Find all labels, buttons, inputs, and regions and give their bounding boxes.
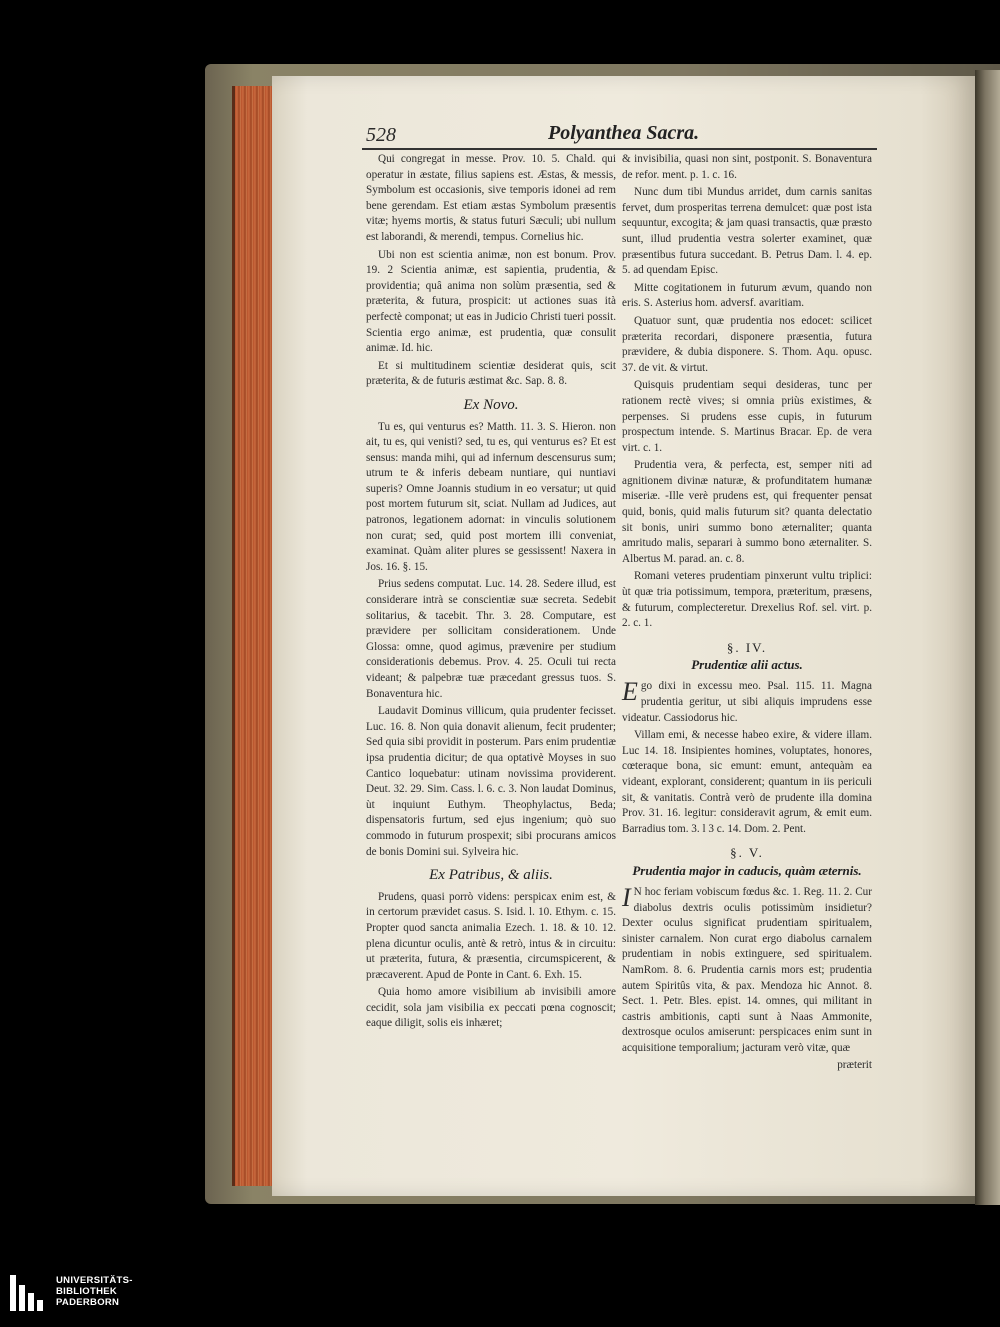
paragraph: Quia homo amore visibilium ab invisibili amore cecidit, sola jam visibilia ex peccati pœna cognoscit; eaque diligit, solis eis inhæret; xyxy=(366,986,616,1030)
paragraph: Tu es, qui venturus es? Matth. 11. 3. S. Hieron. non ait, tu es, qui venisti? sed, tu es, qui venturus es? Et est sensus: manda mihi, qui ad infernum descensurus sum; utrum te & inferis debeam nuntiare, qui nuntiavi superis? Omne Joannis studium in eo versatur; ut quid post mortem futurum sit, sciat. Nullam ad Judices, aut patronos, legationem adornat: in vinculis solutionem non curat; sed, quid post mortem illi conveniat, examinat. Quàm aliter plures se gessissent! Naxera in Jos. 16. §. 15. xyxy=(366,420,616,573)
paragraph: Quisquis prudentiam sequi desideras, tunc per rationem rectè vives; si omnia priùs existimes, & perpenses. Si prudens esse cupis, in futurum prospectum intende. S. Martinus Bracar. Ep. de vera virt. c. 1. xyxy=(622,379,872,454)
right-column xyxy=(622,152,872,1074)
logo-line: UNIVERSITÄTS- xyxy=(56,1275,133,1286)
catchword: præterit xyxy=(837,1059,872,1072)
paragraph: Et si multitudinem scientiæ desiderat quis, scit præterita, & de futuris æstimat &c. Sap. 8. 8. xyxy=(366,359,616,388)
paragraph: & invisibilia, quasi non sint, postponit. S. Bonaventura de refor. ment. p. 1. c. 16. xyxy=(622,153,872,181)
section-heading: Ex Patribus, & aliis. xyxy=(429,867,553,884)
paragraph: Laudavit Dominus villicum, quia prudenter fecisset. Luc. 16. 8. Non quia donavit alienum, fecit prudenter; Sed quia sibi providit in posterum. Pars enim prudentiæ ipsa prudentia dicitur; de qua optativè Moyses in suo Cantico loquebatur: utinam novissima providerent. Deut. 32. 29. Sim. Cass. l. 6. c. 3. Non laudat Dominus, ùt inquiunt Euthym. Theophylactus, Beda; dispensatoris furtum, sed ejus ingenium; quò suo commodo in futurum prospexit; sibi procurans amicos de bonis Domini sui. Sylveira hic. xyxy=(366,705,616,858)
paragraph: Qui congregat in messe. Prov. 10. 5. Chald. qui operatur in æstate, filius sapiens est. Æstas, & messis, Symbolum est occasionis, sive temporis idonei ad rem bene gerendam. Est etiam æstas Symbolum præsentis vitæ; hyems mortis, & status futuri Sæculi; ubi nullum est laborandi, & merendi, tempus. Cornelius hic. xyxy=(366,153,616,243)
section-number: §. IV. xyxy=(726,639,768,655)
paragraph: Quatuor sunt, quæ prudentia nos edocet: scilicet præterita recordari, disponere præsentia, futura prævidere, & dubia disponere. S. Thom. Aqu. opusc. 37. de vit. & virtut. xyxy=(622,314,872,374)
paragraph-with-dropcap xyxy=(622,679,872,726)
logo-line: BIBLIOTHEK xyxy=(56,1286,118,1297)
section-heading: Ex Novo. xyxy=(463,396,519,413)
paragraph: Prudentia vera, & perfecta, est, semper niti ad agnitionem divinæ naturæ, & profunditatem humanæ miseriæ. -Ille verè prudens est, qui frequenter pensat quid, bonis, quid malis futurum sit? quanta delectatio sit bonis, uniri summo bono æternaliter; quanta amritudo malis, separari à summo bono æternaliter. S. Albertus M. parad. an. c. 8. xyxy=(622,459,872,565)
section-title: Prudentiæ alii actus. xyxy=(691,657,803,673)
paragraph: Prius sedens computat. Luc. 14. 28. Sedere illud, est considerare intrà se conscientiæ suæ secreta. Sedebit solitarius, & tacebit. Thr. 3. 28. Computare, est prævidere per sollicitam considerationem. Unde Glossa: omne, quod agimus, prævenire per studium considerationis debemus. Prov. 4. 25. Oculi tui recta videant; & palpebræ tuæ præcedant gressus tuos. S. Bonaventura hic. xyxy=(366,578,616,700)
page-number: 528 xyxy=(366,124,396,146)
running-title: Polyanthea Sacra. xyxy=(548,122,700,144)
paragraph: Villam emi, & necesse habeo exire, & videre illam. Luc 14. 18. Insipientes homines, voluptates, honores, cœteraque bona, sic emunt: emunt, antequàm ea videant, explorant, considerent; quantum in iis periculi sit, & vanitatis. Contrà verò de prudente illa domina Prov. 31. 16. legitur: consideravit agrum, & emit eum. Barradius tom. 3. l 3 c. 14. Dom. 2. Pent. xyxy=(622,729,872,835)
page-edges xyxy=(232,86,275,1186)
section-title: Prudentia major in caducis, quàm æternis. xyxy=(632,862,862,878)
paragraph: Mitte cogitationem in futurum ævum, quando non eris. S. Asterius hom. adversf. avaritiam. xyxy=(622,281,872,310)
paragraph: Nunc dum tibi Mundus arridet, dum carnis sanitas fervet, dum prosperitas terrena demulcet: quæ post ista sequuntur, excogita; & jam quasi transactis, quæ præsto sunt, illud prudentia vestra solerter examinet, quæ præsentibus futura succedant. B. Petrus Dam. l. 4. ep. 5. ad quendam Episc. xyxy=(622,186,872,277)
left-column xyxy=(366,152,616,1034)
paragraph-text: go dixi in excessu meo. Psal. 115. 11. Magna prudentia geritur, ut sibi aliquis imprudens esse videatur. Cassiodorus hic. xyxy=(622,680,872,724)
logo-line: PADERBORN xyxy=(56,1297,120,1308)
library-logo-text xyxy=(56,1275,133,1308)
library-logo-icon xyxy=(10,1275,50,1311)
book-gutter xyxy=(975,70,1000,1205)
drop-cap: E xyxy=(622,677,638,707)
paragraph-with-dropcap xyxy=(622,882,872,1057)
paragraph: Prudens, quasi porrò videns: perspicax enim est, & in certorum prævidet casus. S. Isid. l. 10. Ethym. c. 15. Propter quod sancta animalia Ezech. 1. 18. & 10. 12. plena dicuntur oculis, antè & retrò, intus & in circuitu: ut præterita, futura, & præsentia, circumspicerent, & præcaverent. Apud de Ponte in Cant. 6. Exh. 15. xyxy=(366,890,616,981)
paragraph: Romani veteres prudentiam pinxerunt vultu triplici: ùt quæ tria potissimum, tempora, præteritum, præsens, & futurum, complecteretur. Drexelius Rof. sel. virt. p. 2. c. 1. xyxy=(622,570,872,630)
section-number: §. V. xyxy=(730,845,764,861)
library-logo xyxy=(10,1275,133,1311)
paragraph-text: N hoc feriam vobiscum fœdus &c. 1. Reg. 11. 2. Cur diabolus dextris oculis potissimùm insidietur? Dexter oculus significat prudentiam spiritualem, sinister carnalem. Non curat ergo diabolus carnalem prudentiam in nobis extinguere, sed spiritualem. NamRom. 8. 6. Prudentia carnis mors est; prudentia autem Spiritûs vita, & pax. Mendoza hic Annot. 8. Sect. 1. Petr. Bles. epist. 14. omnes, qui militant in castris ambitionis, capti sunt à Naas Ammonite, dextrosque oculos amiserunt: perspicaces enim sunt in acquisitione temporalium; jacturam verò vitæ, quæ xyxy=(622,885,872,1054)
paragraph: Ubi non est scientia animæ, non est bonum. Prov. 19. 2 Scientia animæ, est sapientia, prudentia, & providentia; quâ anima non solùm præsentia, sed & præterita, & futura, prospicit: ut actiones suas ità perfectè componat; ut eas in Judicio Christi tueri possit. Scientia ergo animæ, est prudentia, quæ consulit animæ. Id. hic. xyxy=(366,248,616,355)
header-rule xyxy=(362,148,877,150)
drop-cap: I xyxy=(622,882,631,912)
